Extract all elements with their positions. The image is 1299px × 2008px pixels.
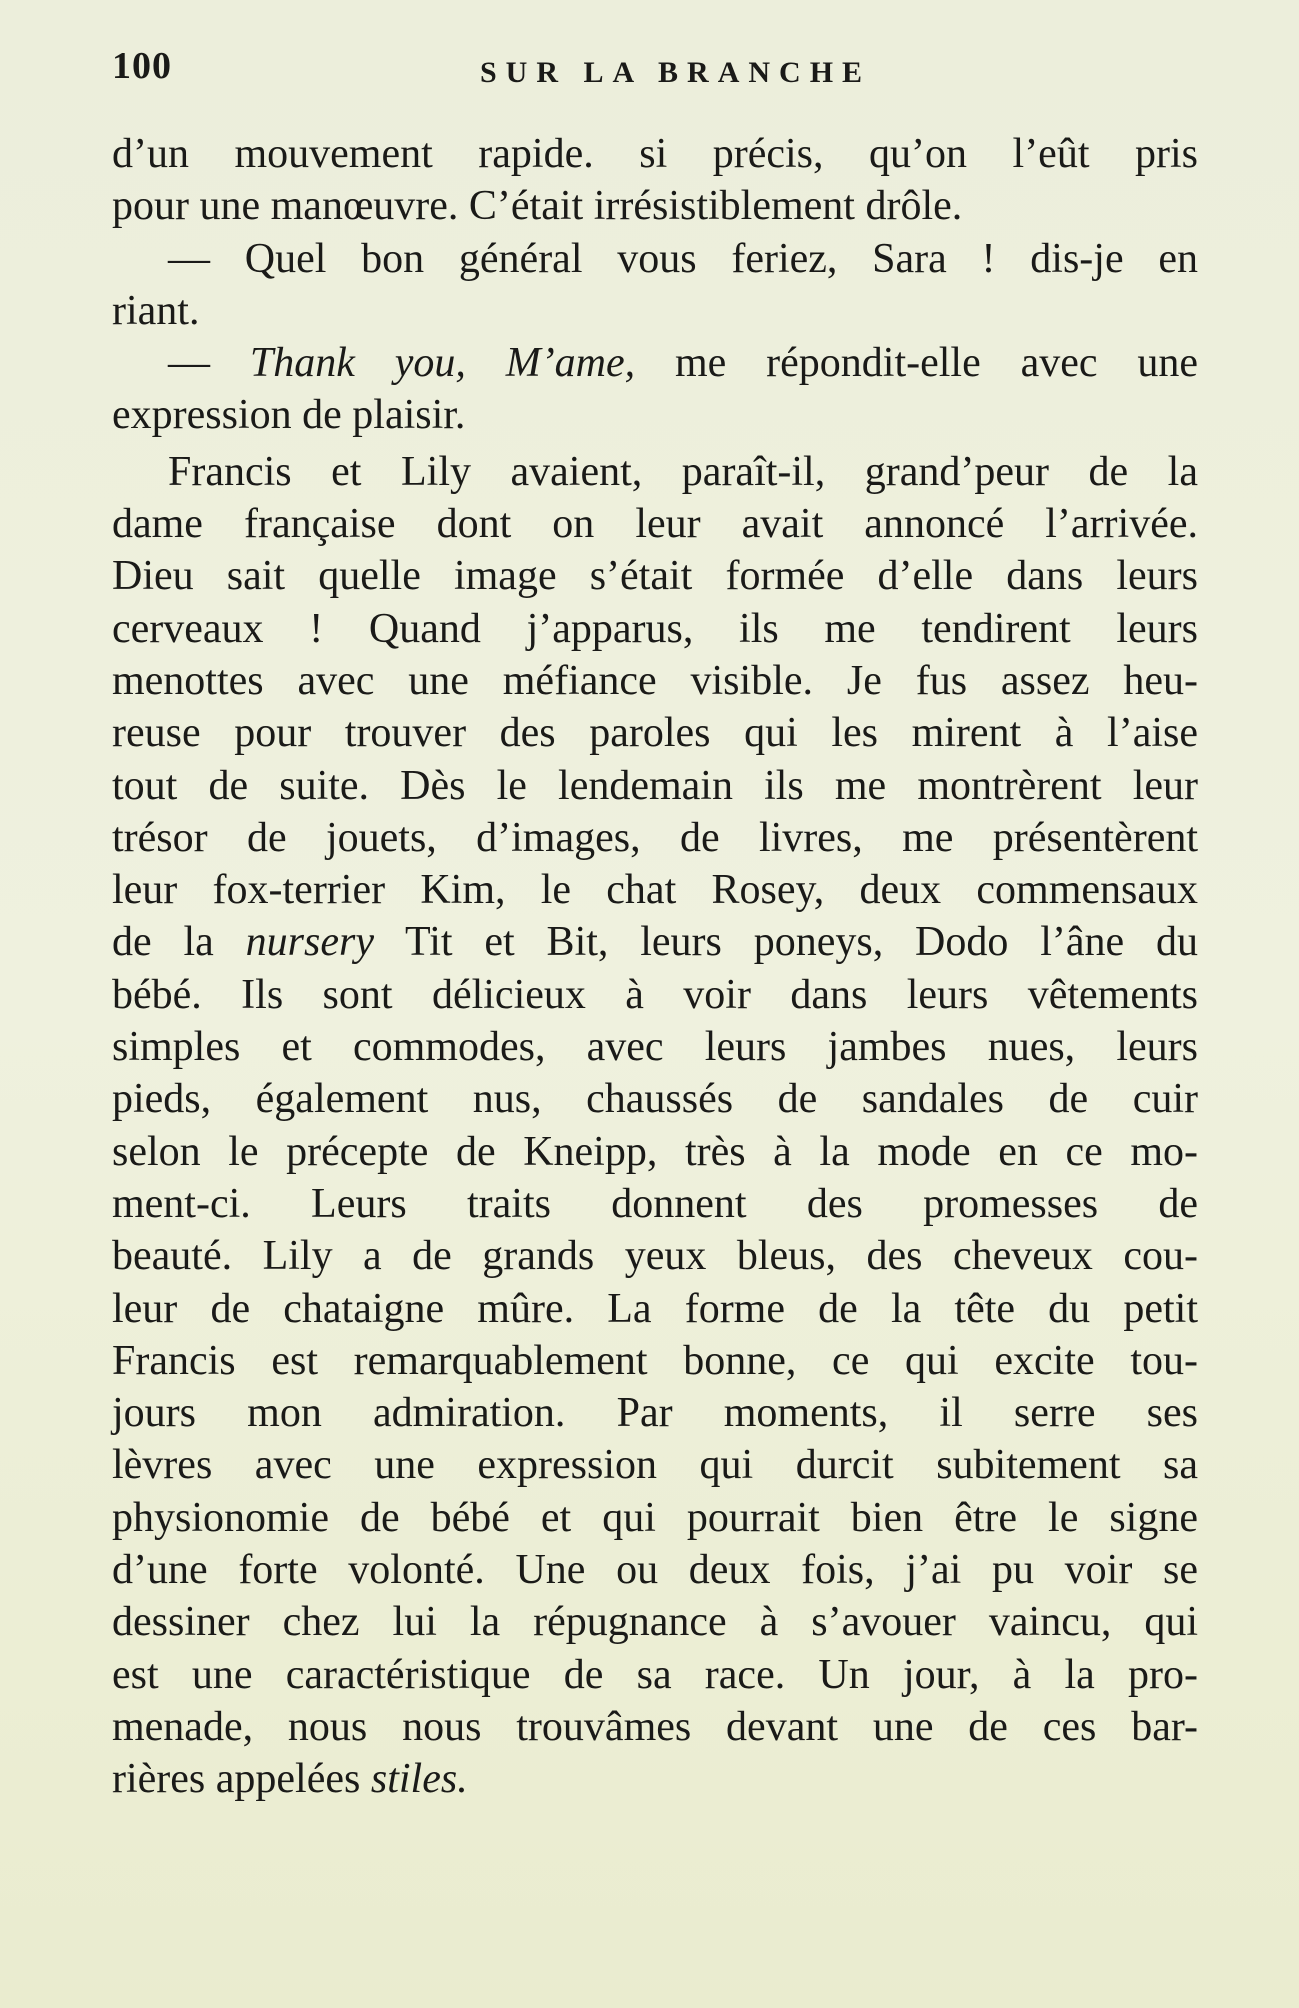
text-line — [112, 1073, 1198, 1125]
text-line — [112, 760, 1198, 812]
text-line — [112, 1230, 1198, 1282]
text-segment: bébé. Ils sont délicieux à voir dans leurs vêtements — [112, 971, 1198, 1018]
text-line — [112, 1439, 1198, 1491]
text-segment: Francis et Lily avaient, paraît-il, grand’peur de la — [168, 448, 1198, 495]
text-line — [112, 969, 1198, 1021]
italic-text: stiles. — [370, 1756, 468, 1803]
text-line — [112, 603, 1198, 655]
text-line — [112, 864, 1198, 916]
text-line — [112, 916, 1198, 968]
text-line — [112, 1649, 1198, 1701]
text-segment: de la — [112, 919, 246, 966]
text-line — [112, 446, 1198, 498]
text-line — [112, 1178, 1198, 1230]
text-line — [112, 1596, 1198, 1648]
text-line — [112, 1701, 1198, 1753]
text-line — [112, 1283, 1198, 1335]
running-title: SUR LA BRANCHE — [480, 56, 872, 89]
text-segment: trésor de jouets, d’images, de livres, me présentèrent — [112, 814, 1198, 861]
text-line — [112, 233, 1198, 285]
text-segment: expression de plaisir. — [112, 392, 466, 439]
text-segment: reuse pour trouver des paroles qui les mirent à l’aise — [112, 710, 1198, 757]
text-line — [112, 1753, 1198, 1805]
body-text — [112, 128, 1198, 1806]
text-line — [112, 1126, 1198, 1178]
text-line — [112, 337, 1198, 389]
text-line — [112, 1387, 1198, 1439]
text-segment: rières appelées — [112, 1756, 371, 1803]
italic-text: Thank you, M’ame, — [249, 340, 636, 387]
text-segment: jours mon admiration. Par moments, il serre ses — [112, 1390, 1198, 1437]
text-segment: menottes avec une méfiance visible. Je fus assez heu- — [112, 657, 1198, 704]
text-line — [112, 389, 1198, 441]
italic-text: nursery — [245, 919, 374, 966]
text-segment: lèvres avec une expression qui durcit subitement sa — [112, 1442, 1198, 1489]
text-line — [112, 655, 1198, 707]
text-segment: — Quel bon général vous feriez, Sara ! dis-je en — [168, 235, 1198, 282]
text-segment: physionomie de bébé et qui pourrait bien être le signe — [112, 1494, 1198, 1541]
text-segment: d’une forte volonté. Une ou deux fois, j’ai pu voir se — [112, 1547, 1198, 1594]
text-segment: leur de chataigne mûre. La forme de la tête du petit — [112, 1285, 1198, 1332]
text-segment: pieds, également nus, chaussés de sandales de cuir — [112, 1076, 1198, 1123]
text-line — [112, 550, 1198, 602]
running-head — [112, 44, 1199, 104]
text-segment: simples et commodes, avec leurs jambes nues, leurs — [112, 1024, 1198, 1071]
text-line — [112, 1492, 1198, 1544]
text-segment: Dieu sait quelle image s’était formée d’elle dans leurs — [112, 553, 1198, 600]
text-segment: riant. — [112, 287, 200, 334]
text-line — [112, 1335, 1198, 1387]
text-line — [112, 812, 1198, 864]
text-segment: me répondit-elle avec une — [635, 340, 1199, 387]
text-line — [112, 128, 1198, 180]
text-segment: Francis est remarquablement bonne, ce qui excite tou- — [112, 1337, 1198, 1384]
text-line — [112, 285, 1198, 337]
text-line — [112, 180, 1198, 232]
text-segment: dessiner chez lui la répugnance à s’avouer vaincu, qui — [112, 1599, 1198, 1646]
text-line — [112, 1544, 1198, 1596]
text-segment: selon le précepte de Kneipp, très à la mode en ce mo- — [112, 1128, 1198, 1175]
text-segment: — — [168, 340, 250, 387]
text-segment: leur fox-terrier Kim, le chat Rosey, deux commensaux — [112, 867, 1198, 914]
text-line — [112, 498, 1198, 550]
text-segment: pour une manœuvre. C’était irrésistiblement drôle. — [112, 183, 963, 230]
text-segment: ment-ci. Leurs traits donnent des promesses de — [112, 1180, 1198, 1227]
text-segment: tout de suite. Dès le lendemain ils me montrèrent leur — [112, 762, 1198, 809]
text-segment: dame française dont on leur avait annoncé l’arrivée. — [112, 501, 1198, 548]
text-segment: beauté. Lily a de grands yeux bleus, des cheveux cou- — [112, 1233, 1198, 1280]
text-line — [112, 1021, 1198, 1073]
text-segment: est une caractéristique de sa race. Un jour, à la pro- — [112, 1651, 1198, 1698]
text-segment: d’un mouvement rapide. si précis, qu’on l’eût pris — [112, 131, 1198, 177]
page-number: 100 — [112, 45, 172, 87]
text-segment: menade, nous nous trouvâmes devant une de ces bar- — [112, 1703, 1198, 1750]
text-segment: cerveaux ! Quand j’apparus, ils me tendirent leurs — [112, 605, 1198, 652]
text-segment: Tit et Bit, leurs poneys, Dodo l’âne du — [373, 919, 1198, 966]
text-line — [112, 707, 1198, 759]
